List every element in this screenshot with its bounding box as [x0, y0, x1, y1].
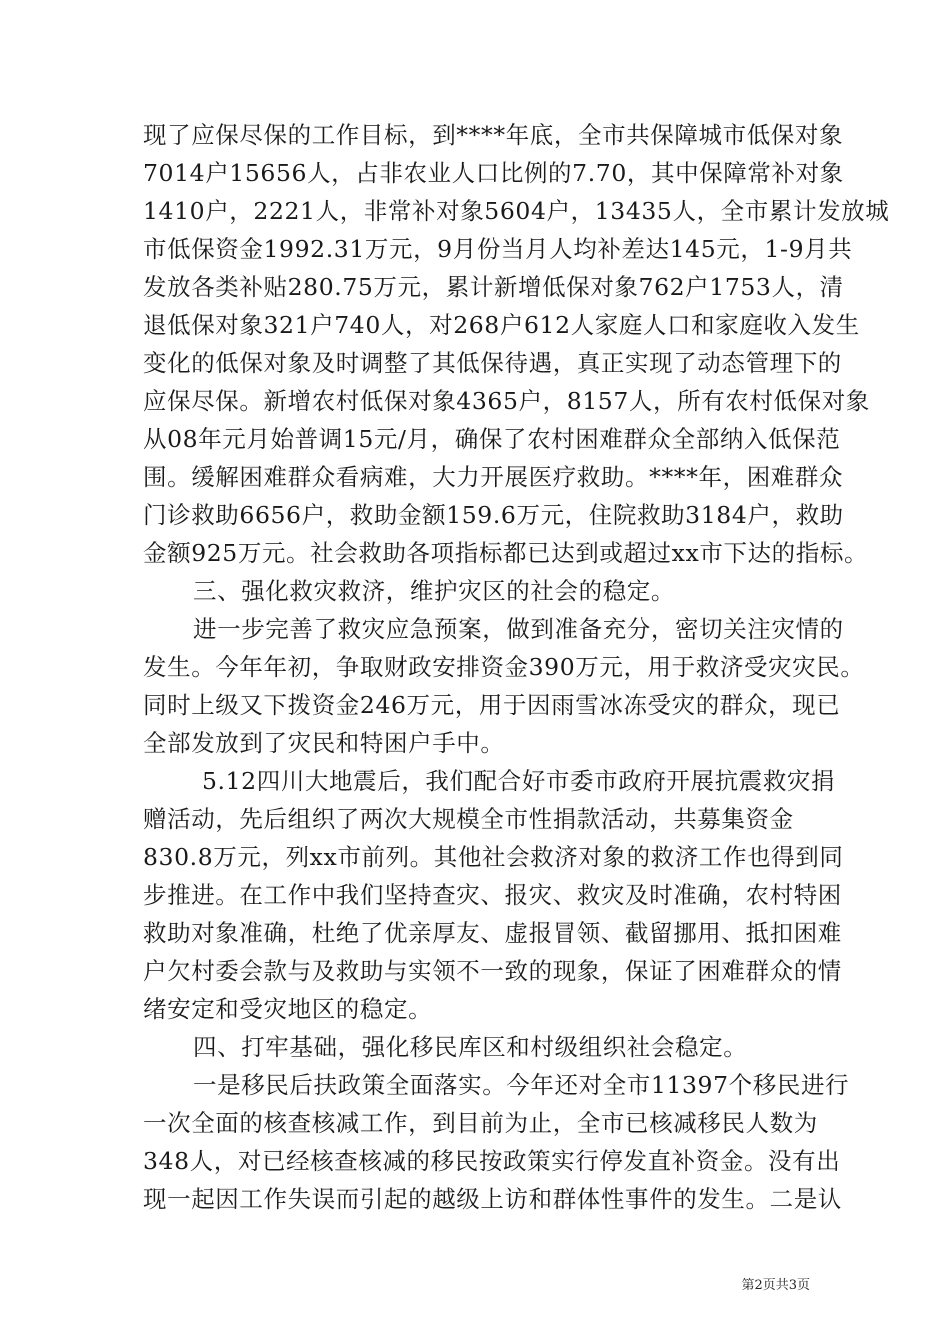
section-heading: 四、打牢基础，强化移民库区和村级组织社会稳定。 — [193, 1033, 748, 1061]
text-line: 门诊救助6656户，救助金额159.6万元，住院救助3184户，救助 — [143, 501, 844, 529]
text-line: 发放各类补贴280.75万元，累计新增低保对象762户1753人，清 — [143, 273, 844, 301]
text-line: 步推进。在工作中我们坚持查灾、报灾、救灾及时准确，农村特困 — [143, 881, 842, 909]
text-line: 一次全面的核查核减工作，到目前为止，全市已核减移民人数为 — [143, 1109, 818, 1137]
text-line: 围。缓解困难群众看病难，大力开展医疗救助。****年，困难群众 — [143, 463, 844, 491]
text-line: 同时上级又下拨资金246万元，用于因雨雪冰冻受灾的群众，现已 — [143, 691, 841, 719]
text-line: 从08年元月始普调15元/月，确保了农村困难群众全部纳入低保范 — [143, 425, 841, 453]
text-line: 赠活动，先后组织了两次大规模全市性捐款活动，共募集资金 — [143, 805, 794, 833]
text-line: 现了应保尽保的工作目标，到****年底，全市共保障城市低保对象 — [143, 121, 844, 149]
section-heading: 三、强化救灾救济，维护灾区的社会的稳定。 — [193, 577, 675, 605]
text-line: 市低保资金1992.31万元，9月份当月人均补差达145元，1-9月共 — [143, 235, 853, 263]
text-line: 进一步完善了救灾应急预案，做到准备充分，密切关注灾情的 — [193, 615, 844, 643]
text-line: 348人，对已经核查核减的移民按政策实行停发直补资金。没有出 — [143, 1147, 841, 1175]
text-line: 830.8万元，列xx市前列。其他社会救济对象的救济工作也得到同 — [143, 843, 844, 871]
text-line: 现一起因工作失误而引起的越级上访和群体性事件的发生。二是认 — [143, 1185, 842, 1213]
text-line: 退低保对象321户740人，对268户612人家庭人口和家庭收入发生 — [143, 311, 860, 339]
text-line: 7014户15656人，占非农业人口比例的7.70，其中保障常补对象 — [143, 159, 844, 187]
text-line: 应保尽保。新增农村低保对象4365户，8157人，所有农村低保对象 — [143, 387, 870, 415]
text-line: 1410户，2221人，非常补对象5604户，13435人，全市累计发放城 — [143, 197, 890, 225]
page-number-footer: 第2页共3页 — [741, 1278, 810, 1293]
text-line: 一是移民后扶政策全面落实。今年还对全市11397个移民进行 — [193, 1071, 850, 1099]
text-line: 绪安定和受灾地区的稳定。 — [143, 995, 433, 1023]
text-line: 发生。今年年初，争取财政安排资金390万元，用于救济受灾灾民。 — [143, 653, 865, 681]
text-line: 变化的低保对象及时调整了其低保待遇，真正实现了动态管理下的 — [143, 349, 842, 377]
text-line: 5.12四川大地震后，我们配合好市委市政府开展抗震救灾捐 — [202, 767, 836, 795]
text-line: 户欠村委会款与及救助与实领不一致的现象，保证了困难群众的情 — [143, 957, 842, 985]
text-line: 救助对象准确，杜绝了优亲厚友、虚报冒领、截留挪用、抵扣困难 — [143, 919, 842, 947]
text-line: 全部发放到了灾民和特困户手中。 — [143, 729, 505, 757]
text-line: 金额925万元。社会救助各项指标都已达到或超过xx市下达的指标。 — [143, 539, 869, 567]
